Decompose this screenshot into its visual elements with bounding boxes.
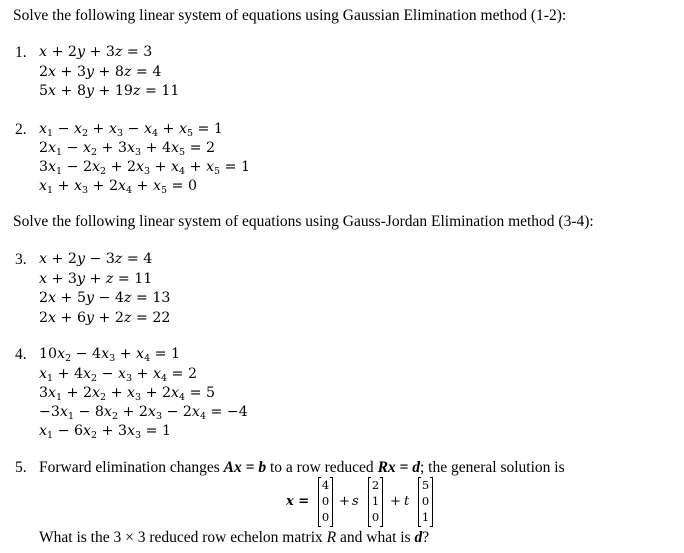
param-s: s [352, 494, 359, 509]
problem-2-equation: $x_1 - x_2 + x_3 - x_4 + x_5 = 1$ [39, 121, 223, 139]
intro-gaussian: Solve the following linear system of equations using Gaussian Elimination method (1-2): [13, 7, 567, 24]
vector-entry: 5 [421, 478, 430, 492]
vector-entry: 1 [371, 494, 380, 508]
bracket-cap [368, 526, 371, 527]
solution-vector-s [368, 478, 383, 526]
problem-2-equation: $2x_1 - x_2 + 3x_3 + 4x_5 = 2$ [39, 140, 216, 158]
problem-3-equation: x + 2y − 3z = 4 [39, 251, 153, 267]
problem-1-equation: 2x + 3y + 8z = 4 [39, 64, 162, 80]
bracket-cap [330, 477, 333, 478]
bracket-cap [330, 526, 333, 527]
bracket-cap [380, 526, 383, 527]
problem-4-number: 4. [15, 346, 27, 363]
problem-5-eq-ax-b: Ax = b [223, 459, 267, 476]
solution-lhs: x = [286, 494, 310, 509]
intro-gauss-jordan: Solve the following linear system of equations using Gauss-Jordan Elimination method (3-4): [13, 213, 594, 230]
problem-5-eq-rx-d: Rx = d [377, 459, 420, 476]
problem-4-equation: $3x_1 + 2x_2 + x_3 + 2x_4 = 5$ [39, 385, 216, 403]
problem-4-equation: $x_1 + 4x_2 - x_3 + x_4 = 2$ [39, 366, 197, 384]
bracket-cap [418, 477, 421, 478]
solution-vector-particular [318, 478, 333, 526]
problem-4-equation: $-3x_1 - 8x_2 + 2x_3 - 2x_4 = -4$ [39, 404, 248, 422]
problem-4-equation: $10x_2 - 4x_3 + x_4 = 1$ [39, 346, 181, 364]
bracket-cap [318, 477, 321, 478]
problem-1-equation: x + 2y + 3z = 3 [39, 44, 153, 60]
plus-sign: + [390, 494, 401, 509]
vector-entry: 1 [421, 510, 430, 524]
param-t: t [404, 494, 410, 509]
vector-entry: 4 [321, 478, 330, 492]
bracket-cap [430, 477, 433, 478]
vector-entry: 0 [321, 494, 330, 508]
problem-3-number: 3. [15, 251, 27, 268]
problem-5-statement [39, 459, 565, 477]
problem-1-equation: 5x + 8y + 19z = 11 [39, 83, 180, 99]
solution-vector-t [418, 478, 433, 526]
bracket-cap [430, 526, 433, 527]
bracket-cap [368, 477, 371, 478]
problem-3-equation: 2x + 5y − 4z = 13 [39, 290, 171, 306]
bracket-cap [380, 477, 383, 478]
problem-2-equation: $3x_1 - 2x_2 + 2x_3 + x_4 + x_5 = 1$ [39, 159, 250, 177]
problem-4-equation: $x_1 - 6x_2 + 3x_3 = 1$ [39, 423, 171, 441]
problem-5-number: 5. [15, 459, 27, 476]
vector-entry: 0 [421, 494, 430, 508]
problem-3-equation: x + 3y + z = 11 [39, 271, 153, 287]
problem-3-equation: 2x + 6y + 2z = 22 [39, 310, 171, 326]
vector-entry: 0 [371, 510, 380, 524]
problem-2-equation: $x_1 + x_3 + 2x_4 + x_5 = 0$ [39, 178, 197, 196]
bracket-cap [418, 526, 421, 527]
bracket-cap [318, 526, 321, 527]
problem-1-number: 1. [15, 44, 27, 61]
problem-5-question: What is the 3 × 3 reduced row echelon matrix R and what is d? [39, 529, 430, 546]
vector-entry: 0 [321, 510, 330, 524]
problem-5-text-b: to a row reduced [269, 459, 374, 476]
vector-entry: 2 [371, 478, 380, 492]
problem-2-number: 2. [15, 121, 27, 138]
problem-5-text-c: ; the general solution is [419, 459, 565, 476]
plus-sign: + [339, 494, 350, 509]
problem-5-text-a: Forward elimination changes [39, 459, 220, 476]
